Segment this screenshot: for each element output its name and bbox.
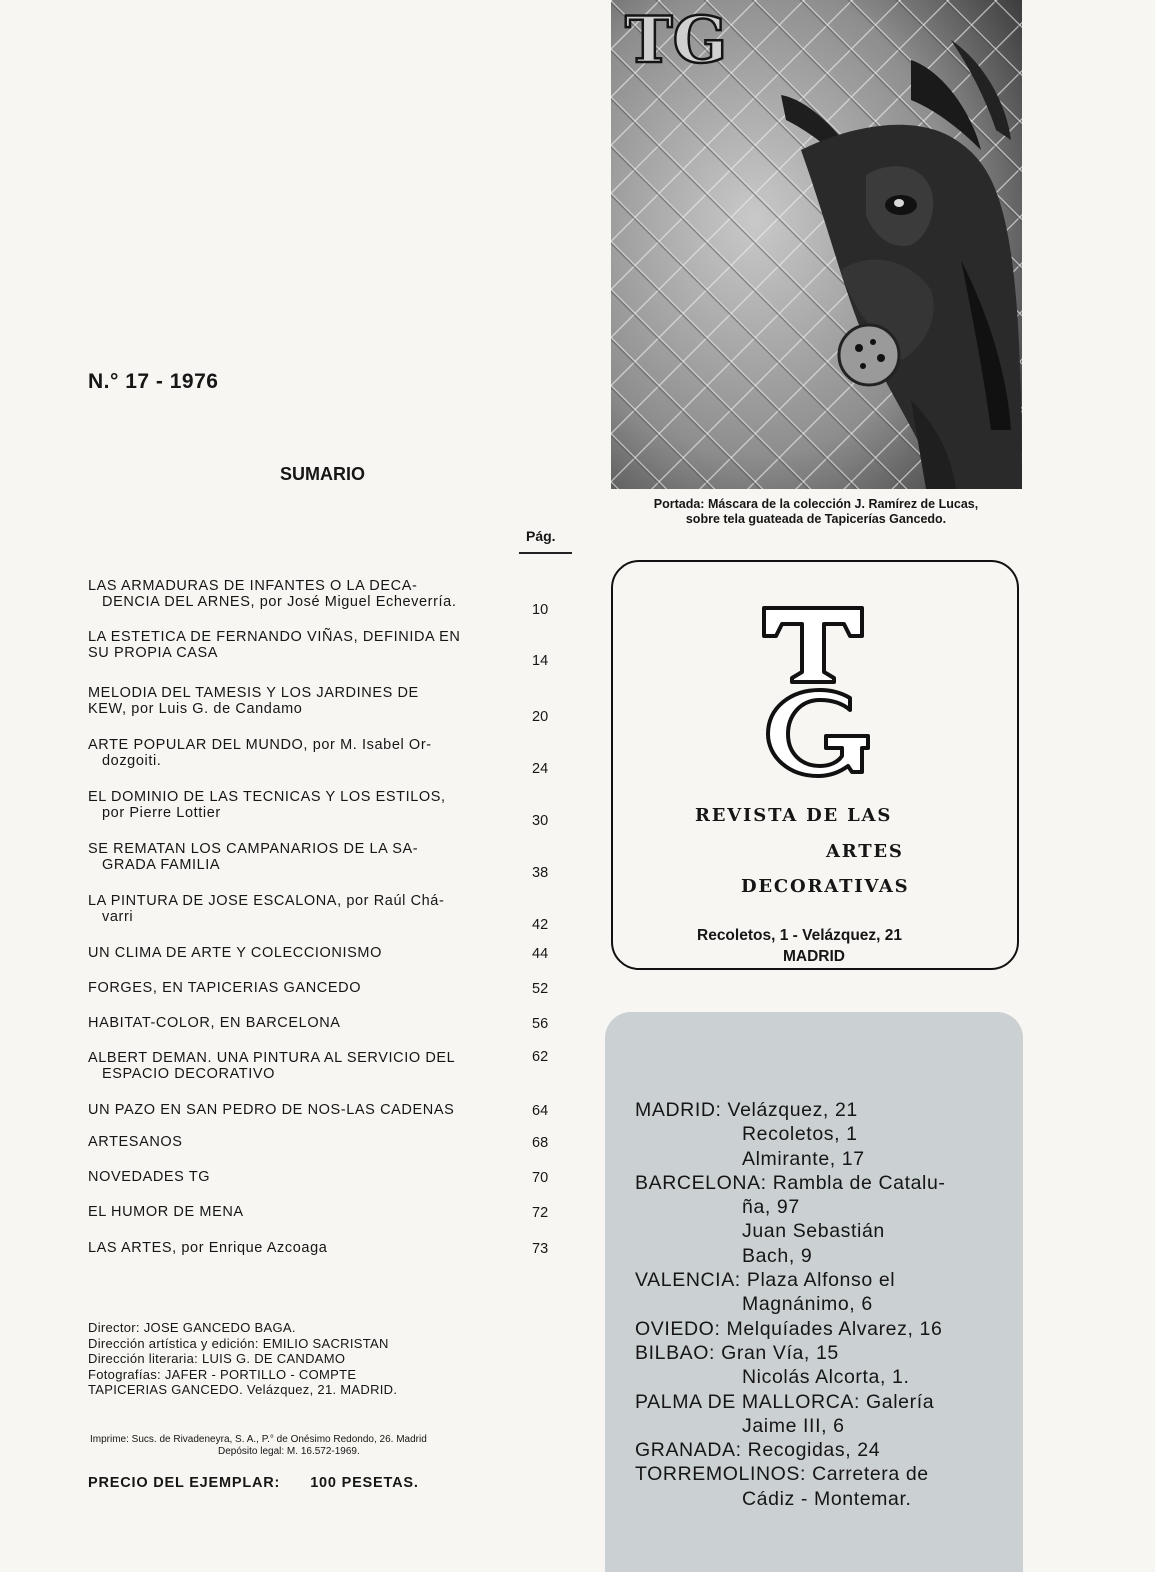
toc-title: ARTESANOS	[88, 1134, 183, 1150]
toc-title-cont: por Pierre Lottier	[102, 805, 221, 821]
store-line: Juan Sebastián	[742, 1220, 885, 1243]
toc-title-cont: SU PROPIA CASA	[88, 645, 219, 661]
store-line: VALENCIA: Plaza Alfonso el	[635, 1269, 896, 1292]
caption-line-1: Portada: Máscara de la colección J. Ramírez de Lucas,	[653, 497, 979, 511]
toc-page-number: 38	[532, 865, 549, 881]
toc-entry[interactable]	[88, 1050, 558, 1082]
toc-page-number: 70	[532, 1170, 549, 1186]
cover-caption	[600, 497, 1032, 527]
toc-title: ARTE POPULAR DEL MUNDO, por M. Isabel Or-	[88, 737, 432, 753]
store-line: Recoletos, 1	[742, 1123, 858, 1146]
credit-director: Director: JOSE GANCEDO BAGA.	[88, 1320, 296, 1335]
toc-entry[interactable]	[88, 1102, 558, 1118]
store-line: PALMA DE MALLORCA: Galería	[635, 1390, 935, 1413]
toc-title-cont: dozgoiti.	[102, 753, 162, 769]
toc-title-cont: varri	[102, 909, 134, 925]
toc-page-number: 24	[532, 761, 549, 777]
toc-page-number: 14	[532, 653, 549, 669]
store-line: Bach, 9	[742, 1244, 813, 1267]
store-line: GRANADA: Recogidas, 24	[635, 1439, 881, 1462]
toc-title-cont: DENCIA DEL ARNES, por José Miguel Echeverría.	[102, 594, 457, 610]
page-column-header: Pág.	[526, 528, 556, 544]
toc-entry[interactable]	[88, 980, 558, 996]
toc-page-number: 64	[532, 1103, 549, 1119]
toc-title: ALBERT DEMAN. UNA PINTURA AL SERVICIO DEL	[88, 1050, 456, 1066]
toc-title: EL HUMOR DE MENA	[88, 1204, 244, 1220]
toc-title: UN CLIMA DE ARTE Y COLECCIONISMO	[88, 945, 382, 961]
toc-title: UN PAZO EN SAN PEDRO DE NOS-LAS CADENAS	[88, 1102, 455, 1118]
toc-title: LAS ARTES, por Enrique Azcoaga	[88, 1240, 328, 1256]
store-line: Nicolás Alcorta, 1.	[742, 1366, 910, 1389]
toc-entry[interactable]	[88, 685, 558, 725]
toc-title: LA PINTURA DE JOSE ESCALONA, por Raúl Chá-	[88, 893, 445, 909]
toc-title: FORGES, EN TAPICERIAS GANCEDO	[88, 980, 362, 996]
store-line: TORREMOLINOS: Carretera de	[635, 1463, 929, 1486]
masthead-box	[611, 560, 1019, 970]
toc-page-number: 42	[532, 917, 549, 933]
credit-photography: Fotografías: JAFER - PORTILLO - COMPTE	[88, 1366, 357, 1382]
stores-box	[605, 1012, 1023, 1572]
toc-entry[interactable]	[88, 1169, 558, 1185]
masthead-line-2: ARTES	[826, 841, 904, 862]
toc-entry[interactable]	[88, 945, 558, 961]
store-line: BILBAO: Gran Vía, 15	[635, 1341, 839, 1364]
toc-page-number: 73	[532, 1241, 549, 1257]
toc-page-number: 20	[532, 709, 549, 725]
toc-page-number: 52	[532, 981, 549, 997]
toc-title: NOVEDADES TG	[88, 1169, 211, 1185]
cover-logo	[625, 3, 727, 78]
table-of-contents	[88, 578, 558, 1256]
toc-title: SE REMATAN LOS CAMPANARIOS DE LA SA-	[88, 841, 419, 857]
toc-entry[interactable]	[88, 1204, 558, 1220]
toc-title-cont: ESPACIO DECORATIVO	[102, 1066, 276, 1082]
stores-list	[635, 1098, 946, 1511]
page-header-rule	[519, 552, 572, 554]
cover-logo-t: TG	[625, 3, 728, 78]
toc-title: LAS ARMADURAS DE INFANTES O LA DECA-	[88, 578, 418, 594]
toc-page-number: 72	[532, 1205, 549, 1221]
printer-line: Imprime: Sucs. de Rivadeneyra, S. A., P.° de Onésimo Redondo, 26. Madrid	[90, 1434, 427, 1445]
toc-title-cont: GRADA FAMILIA	[102, 857, 221, 873]
toc-entry[interactable]	[88, 1240, 558, 1256]
toc-title: MELODIA DEL TAMESIS Y LOS JARDINES DE	[88, 685, 419, 701]
toc-entry[interactable]	[88, 578, 558, 618]
masthead-city: MADRID	[783, 948, 845, 965]
toc-page-number: 44	[532, 946, 549, 962]
price-line	[88, 1475, 419, 1491]
masthead-line-3: DECORATIVAS	[741, 876, 910, 897]
cover-image	[611, 0, 1022, 489]
toc-entry[interactable]	[88, 629, 558, 669]
toc-title: HABITAT-COLOR, EN BARCELONA	[88, 1015, 341, 1031]
toc-entry[interactable]	[88, 1015, 558, 1031]
legal-deposit: Depósito legal: M. 16.572-1969.	[218, 1446, 360, 1457]
toc-entry[interactable]	[88, 789, 558, 829]
store-line: Cádiz - Montemar.	[742, 1487, 912, 1510]
masthead-address: Recoletos, 1 - Velázquez, 21	[697, 927, 903, 944]
toc-page-number: 68	[532, 1135, 549, 1151]
toc-title-cont: KEW, por Luis G. de Candamo	[88, 701, 303, 717]
credit-publisher: TAPICERIAS GANCEDO. Velázquez, 21. MADRID.	[88, 1382, 398, 1397]
store-line: ña, 97	[742, 1196, 800, 1219]
toc-entry[interactable]	[88, 737, 558, 777]
toc-page-number: 62	[532, 1049, 549, 1065]
toc-page-number: 30	[532, 813, 549, 829]
toc-entry[interactable]	[88, 1134, 558, 1150]
toc-page-number: 56	[532, 1016, 549, 1032]
store-line: BARCELONA: Rambla de Catalu-	[635, 1171, 946, 1194]
toc-title: EL DOMINIO DE LAS TECNICAS Y LOS ESTILOS,	[88, 789, 446, 805]
store-line: OVIEDO: Melquíades Alvarez, 16	[635, 1317, 943, 1340]
printer-info	[90, 1434, 427, 1458]
toc-entry[interactable]	[88, 893, 558, 933]
store-line: MADRID: Velázquez, 21	[635, 1099, 858, 1121]
tg-logo-icon	[758, 602, 878, 778]
toc-entry[interactable]	[88, 841, 558, 881]
store-line: Jaime III, 6	[742, 1414, 845, 1437]
summary-heading: SUMARIO	[280, 464, 365, 484]
credit-art-direction: Dirección artística y edición: EMILIO SACRISTAN	[88, 1335, 389, 1351]
price-amount: 100 PESETAS.	[310, 1475, 419, 1491]
masthead-line-1: REVISTA DE LAS	[695, 805, 893, 826]
credit-literary-direction: Dirección literaria: LUIS G. DE CANDAMO	[88, 1351, 346, 1366]
toc-page-number: 10	[532, 602, 549, 618]
price-label: PRECIO DEL EJEMPLAR:	[88, 1475, 281, 1491]
store-line: Almirante, 17	[742, 1147, 865, 1170]
store-line: Magnánimo, 6	[742, 1293, 873, 1316]
issue-number: N.° 17 - 1976	[88, 370, 219, 393]
caption-line-2: sobre tela guateada de Tapicerías Gancedo.	[685, 512, 947, 526]
credits-block	[88, 1320, 397, 1398]
toc-title: LA ESTETICA DE FERNANDO VIÑAS, DEFINIDA EN	[88, 629, 461, 645]
